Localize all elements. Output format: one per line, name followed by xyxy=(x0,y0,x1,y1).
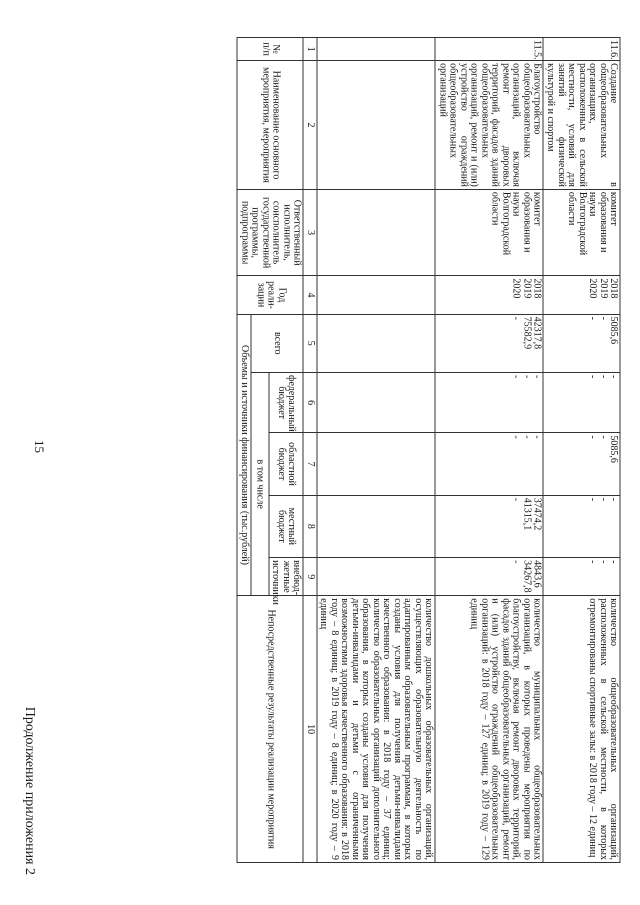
row-executor: комитет образования и науки Волгоградской области xyxy=(543,189,620,276)
page-number: 15 xyxy=(32,440,47,453)
row-total xyxy=(317,314,436,372)
federal-value: - xyxy=(587,374,598,379)
col-number: 4 xyxy=(303,276,317,314)
row-extra xyxy=(317,558,436,596)
total-value: - xyxy=(597,316,609,320)
extra-value: - xyxy=(510,560,522,564)
header-local: местный бюджет xyxy=(269,495,304,557)
row-extra xyxy=(543,558,620,596)
col-number: 8 xyxy=(303,495,317,557)
federal-value: - xyxy=(521,374,532,379)
funding-table xyxy=(237,37,621,863)
col-number: 2 xyxy=(303,61,317,190)
federal-value: - xyxy=(597,374,609,379)
federal-value: - xyxy=(531,374,543,379)
extra-value: - xyxy=(608,560,619,564)
col-number: 7 xyxy=(303,433,317,495)
row-local xyxy=(543,495,620,557)
local-value: - xyxy=(597,497,609,502)
header-extra: внебюд-жетные источники xyxy=(269,558,304,596)
regional-value: 5085,6 xyxy=(608,435,619,463)
extra-value: 4843,6 xyxy=(531,560,543,588)
years-value: 2018 xyxy=(608,278,619,299)
row-regional xyxy=(435,433,543,495)
row-total xyxy=(543,314,620,372)
row-number: 11.6. xyxy=(543,38,620,61)
extra-value: - xyxy=(597,560,609,564)
regional-value: - xyxy=(597,435,609,439)
row-local xyxy=(435,495,543,557)
row-regional xyxy=(543,433,620,495)
row-federal xyxy=(317,372,436,432)
row-local xyxy=(317,495,436,557)
header-funding: Объемы и источники финансирования (тыс.рублей) xyxy=(237,314,251,596)
row-federal xyxy=(543,372,620,432)
local-value: - xyxy=(510,497,522,502)
local-value: - xyxy=(587,497,598,502)
years-value: 2018 xyxy=(531,278,543,299)
row-name: Создание в общеобразовательных организациях, расположенных в сельской местности, условий для занятий физической культурой и спортом xyxy=(543,61,620,190)
total-value: 42317,8 xyxy=(531,316,543,350)
total-value: 5085,6 xyxy=(608,316,619,345)
header-year: Год реали-зации xyxy=(237,276,303,314)
row-executor xyxy=(317,189,436,276)
total-value: - xyxy=(587,316,598,320)
row-number xyxy=(317,38,436,61)
table-row xyxy=(317,38,436,863)
row-federal xyxy=(435,372,543,432)
regional-value: - xyxy=(521,435,532,439)
row-results: количество общеобразовательных организаций, расположенных в сельской местности, в которых отремонтированы спортивные залы: в 2018 году – 12 единиц xyxy=(543,596,620,863)
years-value: 2019 xyxy=(521,278,532,299)
header-federal: федеральный бюджет xyxy=(269,372,304,432)
col-number: 6 xyxy=(303,372,317,432)
col-number: 3 xyxy=(303,189,317,276)
header-no: № п/п xyxy=(237,38,303,61)
regional-value: - xyxy=(531,435,543,439)
row-total xyxy=(435,314,543,372)
header-including: в том числе xyxy=(251,372,269,595)
row-years xyxy=(435,276,543,314)
total-value: - xyxy=(510,316,522,320)
total-value: 75582,9 xyxy=(521,316,532,350)
table-row xyxy=(543,38,620,863)
row-regional xyxy=(317,433,436,495)
years-value: 2020 xyxy=(587,278,598,299)
federal-value: - xyxy=(608,374,619,379)
header-regional: областной бюджет xyxy=(269,433,304,495)
row-executor: комитет образования и науки Волгоградской области xyxy=(435,189,543,276)
row-results: количество дошкольных образовательных организаций, осуществляющих образовательную деятельность по адаптированным образовательным программам, в которых созданы условия для получения детьми-инвалидами качественного образования: в 2018 году – 37 единиц; количество образовательных организаций дополнительного образования, в которых созданы условия для получения детьми-инвалидами и детьми с ограниченными возможностями здоровья качественного образования: в 2018 году – 8 единиц; в 2019 году – 8 единиц; в 2020 году – 9 единиц xyxy=(317,596,436,863)
continuation-label: Продолжение приложения 2 xyxy=(22,706,37,875)
row-name: Благоустройство общеобразовательных организаций, включая ремонт дворовых территорий, фасадов зданий общеобразовательных организаций, ремонт и (или) устройство ограждений общеобразовательных организаций xyxy=(435,61,543,190)
header-name: Наименование основного мероприятия, мероприятия xyxy=(237,61,303,190)
header-results: Непосредственные результаты реализации мероприятия xyxy=(237,596,303,863)
row-extra xyxy=(435,558,543,596)
regional-value: - xyxy=(587,435,598,439)
header-executor: Ответственный исполнитель, соисполнитель государственной программы, подпрограммы xyxy=(237,189,303,276)
extra-value: 34267,8 xyxy=(521,560,532,593)
col-number: 9 xyxy=(303,558,317,596)
extra-value: - xyxy=(587,560,598,564)
row-number: 11.5. xyxy=(435,38,543,61)
regional-value: - xyxy=(510,435,522,439)
row-results: количество муниципальных общеобразовательных организаций, в которых проведены мероприятия по благоустройству, включая ремонт дворовых территорий, фасадов зданий общеобразовательных организаций, ремонт и (или) устройство ограждений общеобразовательных организаций: в 2018 году – 127 единиц; в 2019 году – 129 единиц xyxy=(435,596,543,863)
row-name xyxy=(317,61,436,190)
local-value: 37474,2 xyxy=(531,497,543,531)
col-number: 5 xyxy=(303,314,317,372)
header-total: всего xyxy=(251,314,304,372)
row-years xyxy=(317,276,436,314)
local-value: 41315,1 xyxy=(521,497,532,531)
col-number: 10 xyxy=(303,596,317,863)
years-value: 2019 xyxy=(597,278,609,299)
federal-value: - xyxy=(510,374,522,379)
col-number: 1 xyxy=(303,38,317,61)
years-value: 2020 xyxy=(510,278,522,299)
local-value: - xyxy=(608,497,619,502)
row-years xyxy=(543,276,620,314)
table-row xyxy=(435,38,543,863)
